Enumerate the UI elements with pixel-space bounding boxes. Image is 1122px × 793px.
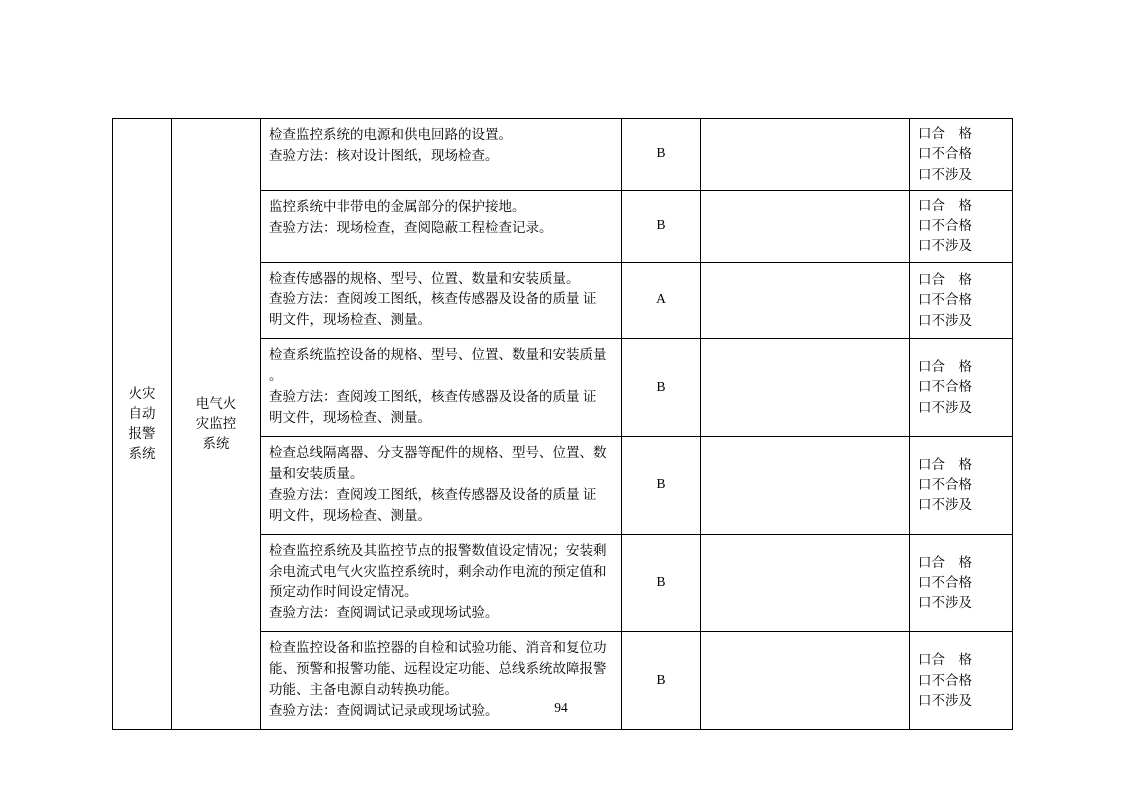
cell-grade: B xyxy=(622,119,701,191)
cell-category xyxy=(113,119,172,730)
item-line: 检查总线隔离器、分支器等配件的规格、型号、位置、数 xyxy=(269,444,607,460)
item-line: 查验方法：查阅竣工图纸，核查传感器及设备的质量 证 xyxy=(269,486,597,502)
check-option-unqualified[interactable]: 口不合格 xyxy=(918,477,972,493)
item-line: 能、预警和报警功能、远程设定功能、总线系统故障报警 xyxy=(269,661,607,677)
cell-item xyxy=(261,436,622,534)
cell-result xyxy=(701,436,910,534)
check-option-not-applicable[interactable]: 口不涉及 xyxy=(918,312,972,328)
check-option-qualified[interactable]: 口合 格 xyxy=(918,554,972,570)
item-line: 明文件，现场检查、测量。 xyxy=(269,507,431,523)
check-option-unqualified[interactable]: 口不合格 xyxy=(918,292,972,308)
category-line-1: 火灾 xyxy=(128,385,156,401)
cell-result xyxy=(701,339,910,437)
cell-grade: B xyxy=(622,534,701,632)
cell-check-options xyxy=(910,436,1013,534)
cell-result xyxy=(701,119,910,191)
item-line: 查验方法：核对设计图纸，现场检查。 xyxy=(269,147,499,163)
item-line: 查验方法：查阅竣工图纸，核查传感器及设备的质量 证 xyxy=(269,291,597,307)
check-option-not-applicable[interactable]: 口不涉及 xyxy=(918,692,972,708)
cell-grade: B xyxy=(622,339,701,437)
category-line-4: 系统 xyxy=(128,446,156,462)
cell-check-options xyxy=(910,339,1013,437)
item-line: 明文件，现场检查、测量。 xyxy=(269,312,431,328)
category-line-3: 报警 xyxy=(128,426,156,441)
item-line: 量和安装质量。 xyxy=(269,465,364,481)
check-option-qualified[interactable]: 口合 格 xyxy=(918,359,972,375)
cell-grade: B xyxy=(622,190,701,262)
item-line: 检查监控系统及其监控节点的报警数值设定情况；安装剩 xyxy=(269,542,607,558)
cell-check-options xyxy=(910,119,1013,191)
inspection-table xyxy=(112,118,1013,730)
check-option-unqualified[interactable]: 口不合格 xyxy=(918,218,972,233)
check-option-not-applicable[interactable]: 口不涉及 xyxy=(918,238,972,254)
item-line: 。 xyxy=(269,368,283,384)
item-line: 检查监控系统的电源和供电回路的设置。 xyxy=(269,127,512,142)
check-option-qualified[interactable]: 口合 格 xyxy=(918,652,972,668)
table-row xyxy=(113,119,1013,191)
cell-item xyxy=(261,262,622,339)
system-line-3: 系统 xyxy=(202,436,230,452)
cell-item xyxy=(261,119,622,191)
cell-check-options xyxy=(910,262,1013,339)
item-line: 明文件，现场检查、测量。 xyxy=(269,410,431,426)
cell-grade: A xyxy=(622,262,701,339)
cell-result xyxy=(701,262,910,339)
check-option-not-applicable[interactable]: 口不涉及 xyxy=(918,166,972,182)
page-number: 94 xyxy=(554,700,568,715)
check-option-unqualified[interactable]: 口不合格 xyxy=(918,379,972,395)
cell-check-options xyxy=(910,534,1013,632)
item-line: 检查监控设备和监控器的自检和试验功能、消音和复位功 xyxy=(269,640,607,656)
item-line: 查验方法：查阅竣工图纸，核查传感器及设备的质量 证 xyxy=(269,389,597,405)
check-option-not-applicable[interactable]: 口不涉及 xyxy=(918,399,972,415)
item-line: 检查传感器的规格、型号、位置、数量和安装质量。 xyxy=(269,270,580,286)
system-line-2: 灾监控 xyxy=(195,415,237,431)
cell-item xyxy=(261,190,622,262)
table-body xyxy=(113,119,1013,730)
check-option-qualified[interactable]: 口合 格 xyxy=(918,197,972,213)
item-line: 检查系统监控设备的规格、型号、位置、数量和安装质量 xyxy=(269,347,607,363)
cell-item xyxy=(261,534,622,632)
check-option-not-applicable[interactable]: 口不涉及 xyxy=(918,595,972,611)
check-option-unqualified[interactable]: 口不合格 xyxy=(918,146,972,162)
cell-item xyxy=(261,339,622,437)
cell-system xyxy=(172,119,261,730)
check-option-qualified[interactable]: 口合 格 xyxy=(918,456,972,472)
item-line: 监控系统中非带电的金属部分的保护接地。 xyxy=(269,198,526,214)
item-line: 查验方法：查阅调试记录或现场试验。 xyxy=(269,703,499,719)
check-option-qualified[interactable]: 口合 格 xyxy=(918,126,972,141)
cell-grade: B xyxy=(622,436,701,534)
system-line-1: 电气火 xyxy=(195,395,237,411)
item-line: 余电流式电气火灾监控系统时，剩余动作电流的预定值和 xyxy=(269,563,607,579)
check-option-unqualified[interactable]: 口不合格 xyxy=(918,574,972,590)
category-line-2: 自动 xyxy=(128,405,156,421)
cell-result xyxy=(701,534,910,632)
item-line: 预定动作时间设定情况。 xyxy=(269,584,418,600)
check-option-unqualified[interactable]: 口不合格 xyxy=(918,672,972,688)
check-option-qualified[interactable]: 口合 格 xyxy=(918,272,972,287)
cell-check-options xyxy=(910,190,1013,262)
item-line: 查验方法：现场检查，查阅隐蔽工程检查记录。 xyxy=(269,219,553,235)
cell-grade: B xyxy=(622,632,701,730)
item-line: 功能、主备电源自动转换功能。 xyxy=(269,682,458,698)
item-line: 查验方法：查阅调试记录或现场试验。 xyxy=(269,605,499,621)
cell-result xyxy=(701,190,910,262)
check-option-not-applicable[interactable]: 口不涉及 xyxy=(918,497,972,513)
